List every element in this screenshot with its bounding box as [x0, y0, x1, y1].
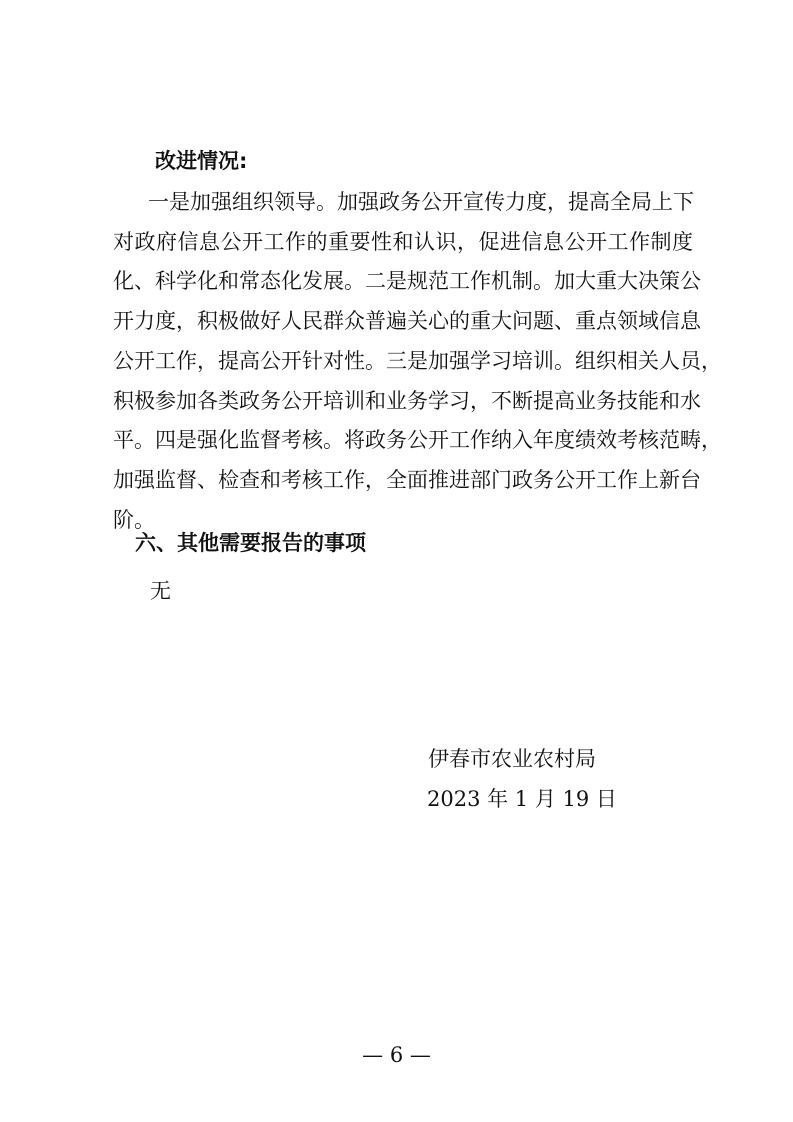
improvement-heading: 改进情况:	[155, 149, 248, 173]
improvement-paragraph-line: 一是加强组织领导。加强政务公开宣传力度，提高全局上下	[148, 190, 694, 214]
section-six-content: 无	[150, 579, 171, 603]
section-six-heading: 六、其他需要报告的事项	[135, 531, 366, 555]
signature-organization: 伊春市农业农村局	[428, 747, 596, 771]
improvement-paragraph-line: 公开工作，提高公开针对性。三是加强学习培训。组织相关人员，	[113, 349, 722, 373]
improvement-paragraph-line: 开力度，积极做好人民群众普遍关心的重大问题、重点领域信息	[113, 309, 701, 333]
improvement-paragraph-line: 平。四是强化监督考核。将政务公开工作纳入年度绩效考核范畴，	[113, 428, 722, 452]
signature-date: 2023 年 1 月 19 日	[427, 787, 617, 811]
improvement-paragraph-line: 加强监督、检查和考核工作，全面推进部门政务公开工作上新台	[113, 468, 701, 492]
page-number: — 6 —	[362, 1043, 431, 1067]
improvement-paragraph-line-last: 阶。	[113, 508, 155, 532]
improvement-paragraph-line: 积极参加各类政务公开培训和业务学习，不断提高业务技能和水	[113, 389, 701, 413]
improvement-paragraph-line: 化、科学化和常态化发展。二是规范工作机制。加大重大决策公	[113, 269, 701, 293]
improvement-paragraph-line: 对政府信息公开工作的重要性和认识，促进信息公开工作制度	[113, 230, 693, 254]
